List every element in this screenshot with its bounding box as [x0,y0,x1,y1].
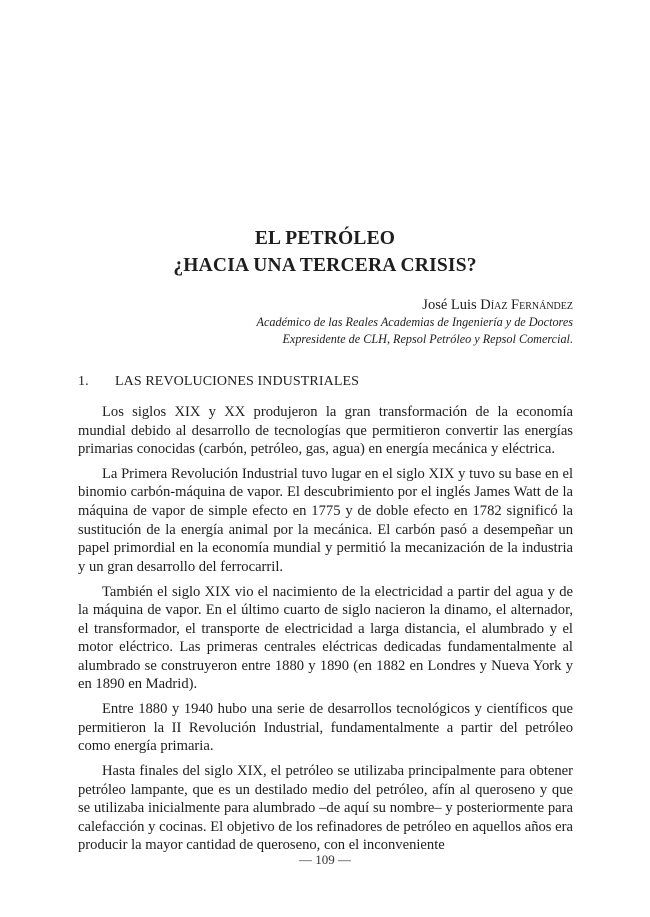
author-first-name: José Luis [422,297,477,313]
title-line-2: ¿HACIA UNA TERCERA CRISIS? [173,255,477,276]
author-affiliation-2: Expresidente de CLH, Repsol Petróleo y Repsol Comercial. [282,331,573,346]
body-text [78,403,573,861]
author-affiliation-1: Académico de las Reales Academias de Ingeniería y de Doctores [256,315,573,329]
paragraph-5: Hasta finales del siglo XIX, el petróleo se utilizaba principalmente para obtener petróleo lampante, que es un destilado medio del petróleo, afín al queroseno y que se utilizaba inicialmente para alumbrado –de aquí su nombre– y posteriormente para calefacción y cocinas. El objetivo de los refinadores de petróleo en aquellos años era producir la mayor cantidad de queroseno, con el inconveniente [78,763,573,854]
author-name [257,296,573,314]
title-line-1: EL PETRÓLEO [254,228,396,249]
paragraph-4: Entre 1880 y 1940 hubo una serie de desarrollos tecnológicos y científicos que permitieron la II Revolución Industrial, fundamentalmente a partir del petróleo como energía primaria. [78,701,573,755]
paragraph-3: También el siglo XIX vio el nacimiento de la electricidad a partir del agua y de la máquina de vapor. En el último cuarto de siglo nacieron la dinamo, el alternador, el transformador, el transporte de electricidad a larga distancia, el alumbrado y el motor eléctrico. Las primeras centrales eléctricas dedicadas fundamentalmente al alumbrado se construyeron entre 1880 y 1890 (en 1882 en Londres y Nueva York y en 1890 en Madrid). [78,583,573,693]
section-number: 1. [78,374,89,389]
section-title: LAS REVOLUCIONES INDUSTRIALES [115,374,360,389]
author-block [257,296,573,347]
paragraph-1: Los siglos XIX y XX produjeron la gran transformación de la economía mundial debido al desarrollo de tecnologías que permitieron convertir las energías primarias conocidas (carbón, petróleo, gas, agua) en energía mecánica y eléctrica. [78,404,573,458]
author-surname: Díaz Fernández [480,297,573,313]
section-heading [78,374,359,390]
paragraph-2: La Primera Revolución Industrial tuvo lugar en el siglo XIX y tuvo su base en el binomio carbón-máquina de vapor. El descubrimiento por el inglés James Watt de la máquina de vapor de simple efecto en 1775 y de doble efecto en 1782 significó la sustitución de la energía animal por la mecánica. El carbón pasó a desempeñar un papel primordial en la economía mundial y permitió la mecanización de la industria y un gran desarrollo del ferrocarril. [78,465,573,575]
page-number: — 109 — [299,852,351,867]
